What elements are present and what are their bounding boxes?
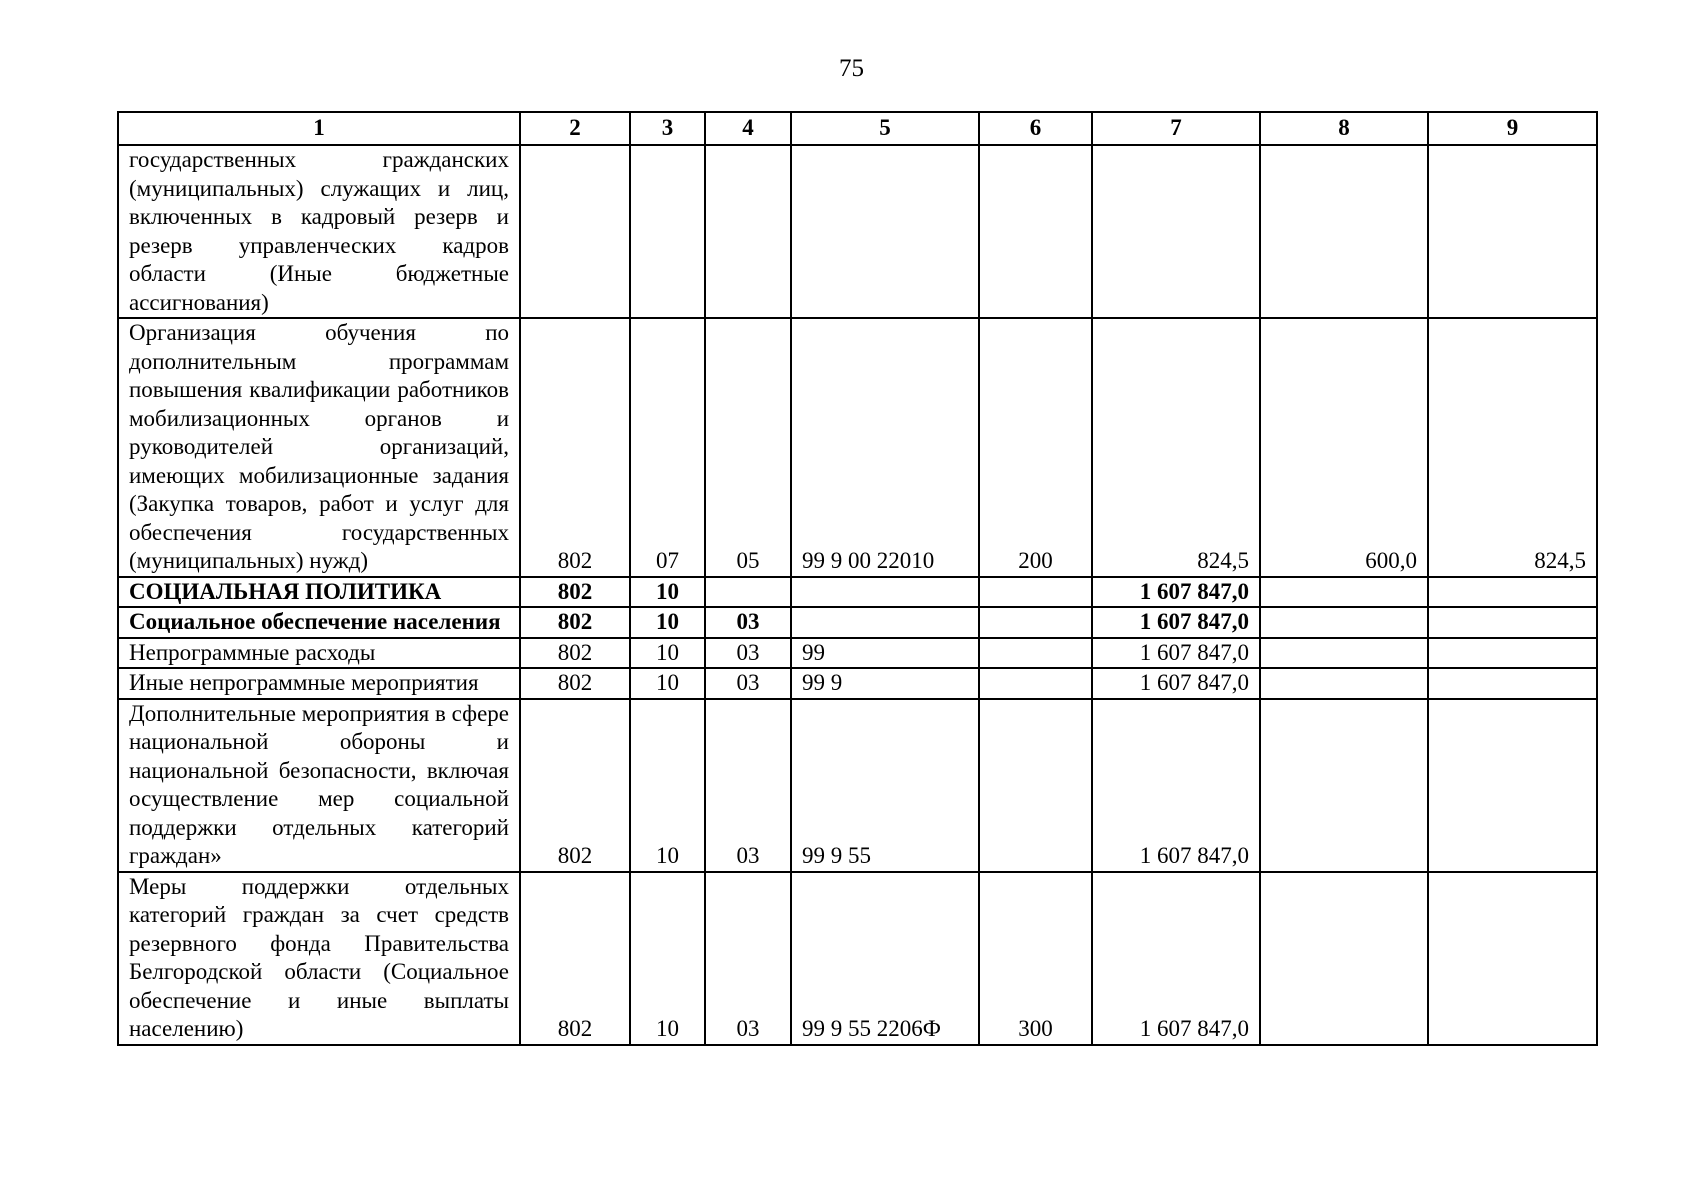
table-row <box>118 607 1597 638</box>
budget-table <box>117 111 1598 1046</box>
row-cell <box>979 638 1092 669</box>
row-cell <box>705 145 791 318</box>
table-row <box>118 145 1597 318</box>
row-cell <box>630 145 705 318</box>
row-cell: 1 607 847,0 <box>1092 668 1260 699</box>
row-cell <box>1428 145 1597 318</box>
row-cell: 03 <box>705 638 791 669</box>
row-cell <box>1428 638 1597 669</box>
row-cell: 99 9 55 <box>791 699 979 872</box>
header-cell: 8 <box>1260 112 1428 145</box>
row-cell <box>1260 872 1428 1045</box>
row-description: государственных гражданских (муниципальных) служащих и лиц, включенных в кадровый резерв и резерв управленческих кадров области (Иные бюджетные ассигнования) <box>118 145 520 318</box>
row-cell <box>1428 872 1597 1045</box>
row-cell <box>979 145 1092 318</box>
row-cell: 10 <box>630 668 705 699</box>
header-row <box>118 112 1597 145</box>
row-cell: 802 <box>520 318 630 577</box>
row-cell: 802 <box>520 668 630 699</box>
header-cell: 7 <box>1092 112 1260 145</box>
table-row <box>118 699 1597 872</box>
row-cell: 802 <box>520 699 630 872</box>
row-description: Иные непрограммные мероприятия <box>118 668 520 699</box>
header-cell: 9 <box>1428 112 1597 145</box>
row-cell <box>1260 607 1428 638</box>
row-description: Непрограммные расходы <box>118 638 520 669</box>
row-cell: 600,0 <box>1260 318 1428 577</box>
row-cell: 03 <box>705 699 791 872</box>
row-cell <box>979 577 1092 608</box>
row-cell: 03 <box>705 668 791 699</box>
row-cell: 1 607 847,0 <box>1092 638 1260 669</box>
row-cell: 824,5 <box>1428 318 1597 577</box>
row-description: Организация обучения по дополнительным программам повышения квалификации работников мобилизационных органов и руководителей организаций, имеющих мобилизационные задания (Закупка товаров, работ и услуг для обеспечения государственных (муниципальных) нужд) <box>118 318 520 577</box>
row-cell <box>1260 699 1428 872</box>
row-cell: 1 607 847,0 <box>1092 872 1260 1045</box>
row-cell: 824,5 <box>1092 318 1260 577</box>
table-row <box>118 668 1597 699</box>
row-cell: 300 <box>979 872 1092 1045</box>
row-cell: 07 <box>630 318 705 577</box>
header-cell: 6 <box>979 112 1092 145</box>
row-cell <box>791 607 979 638</box>
row-description: СОЦИАЛЬНАЯ ПОЛИТИКА <box>118 577 520 608</box>
row-cell: 03 <box>705 872 791 1045</box>
row-cell: 99 9 00 22010 <box>791 318 979 577</box>
row-cell: 1 607 847,0 <box>1092 577 1260 608</box>
table-row <box>118 638 1597 669</box>
row-cell: 802 <box>520 577 630 608</box>
row-cell: 1 607 847,0 <box>1092 607 1260 638</box>
row-cell: 200 <box>979 318 1092 577</box>
row-cell: 99 <box>791 638 979 669</box>
row-cell: 802 <box>520 607 630 638</box>
header-cell: 5 <box>791 112 979 145</box>
row-cell <box>1428 699 1597 872</box>
row-cell <box>1260 668 1428 699</box>
row-cell <box>1260 145 1428 318</box>
header-cell: 4 <box>705 112 791 145</box>
row-cell <box>520 145 630 318</box>
table-row <box>118 318 1597 577</box>
row-description: Социальное обеспечение населения <box>118 607 520 638</box>
row-cell: 05 <box>705 318 791 577</box>
table-row <box>118 872 1597 1045</box>
row-cell <box>1428 668 1597 699</box>
row-cell: 10 <box>630 699 705 872</box>
row-cell <box>791 577 979 608</box>
row-cell: 1 607 847,0 <box>1092 699 1260 872</box>
row-cell: 802 <box>520 872 630 1045</box>
header-cell: 3 <box>630 112 705 145</box>
row-description: Дополнительные мероприятия в сфере национальной обороны и национальной безопасности, включая осуществление мер социальной поддержки отдельных категорий граждан» <box>118 699 520 872</box>
row-cell: 10 <box>630 638 705 669</box>
page-number: 75 <box>839 55 864 82</box>
row-cell: 99 9 <box>791 668 979 699</box>
row-cell: 10 <box>630 872 705 1045</box>
row-cell <box>1260 638 1428 669</box>
row-cell: 03 <box>705 607 791 638</box>
table-row <box>118 577 1597 608</box>
row-cell <box>705 577 791 608</box>
row-cell <box>1428 607 1597 638</box>
row-cell <box>979 607 1092 638</box>
row-cell <box>1428 577 1597 608</box>
row-description: Меры поддержки отдельных категорий граждан за счет средств резервного фонда Правительства Белгородской области (Социальное обеспечение и иные выплаты населению) <box>118 872 520 1045</box>
row-cell: 10 <box>630 577 705 608</box>
row-cell <box>979 699 1092 872</box>
row-cell <box>979 668 1092 699</box>
row-cell <box>1092 145 1260 318</box>
row-cell <box>1260 577 1428 608</box>
header-cell: 2 <box>520 112 630 145</box>
row-cell: 802 <box>520 638 630 669</box>
header-cell: 1 <box>118 112 520 145</box>
row-cell: 10 <box>630 607 705 638</box>
row-cell: 99 9 55 2206Ф <box>791 872 979 1045</box>
row-cell <box>791 145 979 318</box>
